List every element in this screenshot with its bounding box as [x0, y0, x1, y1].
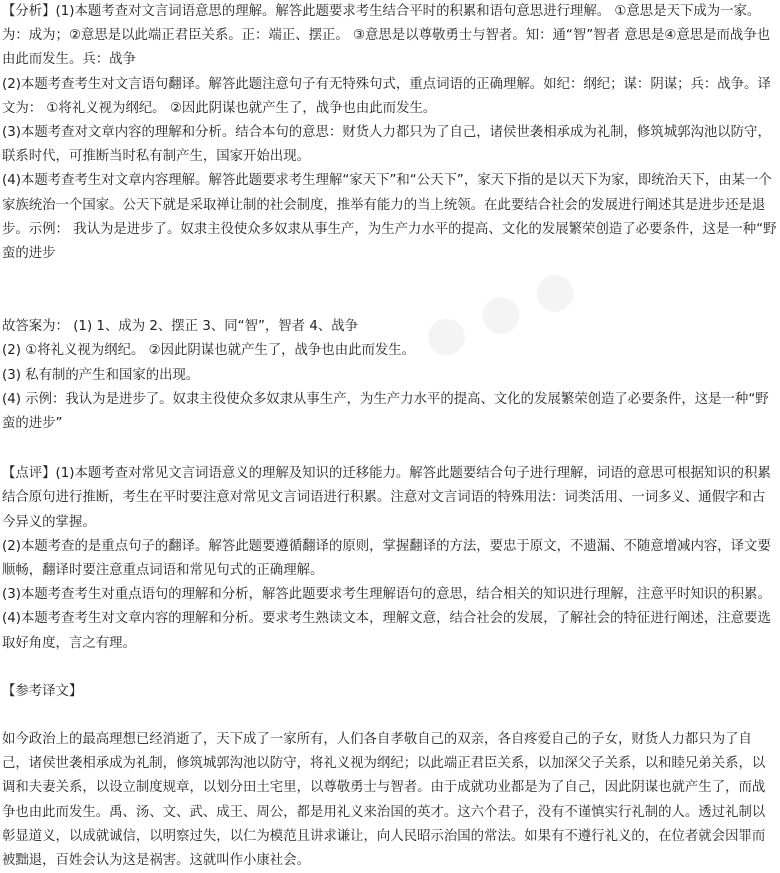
spacer [2, 436, 778, 462]
spacer [2, 266, 778, 315]
watermark: ● ● ● [415, 256, 584, 368]
analysis-paragraph-2: (2)本题考查考生对文言语句翻译。解答此题注意句子有无特殊句式，重点词语的正确理解。如纪：纲纪；谋：阴谋；兵：战争。译文为： ①将礼义视为纲纪。 ②因此阴谋也就产生了，战争也由此而发生。 [2, 76, 771, 116]
translation-body: 如今政治上的最高理想已经消逝了，天下成了一家所有，人们各自孝敬自己的双亲，各自疼爱自己的子女，财货人力都只为了自己，诸侯世袭相承成为礼制，修筑城郭沟池以防守，将礼义视为纲纪；以此端正君臣关系，以加深父子关系，以和睦兄弟关系，以调和夫妻关系，以设立制度规章，以划分田土宅里，以尊敬勇士与智者。由于成就功业都是为了自己，因此阴谋也就产生了，而战争也由此而发生。禹、汤、文、武、成王、周公，都是用礼义来治国的英才。这六个君子，没有不谨慎实行礼制的人。透过礼制以彰显道义，以成就诚信，以明察过失，以仁为模范且讲求谦让，向人民昭示治国的常法。如果有不遵行礼义的，在位者就会因罪而被黜退，百姓会认为这是祸害。这就叫作小康社会。 [2, 732, 766, 869]
analysis-section [2, 0, 778, 266]
analysis-paragraph-1: 【分析】(1)本题考查对文言词语意思的理解。解答此题要求考生结合平时的积累和语句意思进行理解。 ①意思是天下成为一家。 为：成为；②意思是以此端正君臣关系。正：端正、摆正。 ③意思是以尊敬勇士与智者。知：通“智”智者 意思是④意思是而战争也由此而发生。兵：战争 [2, 4, 771, 68]
answer-section [2, 315, 778, 436]
comment-paragraph-4: (4)本题考查考生对文章内容的理解和分析。要求考生熟读文本，理解文意，结合社会的发展，了解社会的特征进行阐述，注意要选取好角度，言之有理。 [2, 611, 771, 651]
translation-section [2, 680, 778, 873]
analysis-paragraph-3: (3)本题考查对文章内容的理解和分析。结合本句的意思：财货人力都只为了自己，诸侯世袭相承成为礼制，修筑城郭沟池以防守，联系时代，可推断当时私有制产生，国家开始出现。 [2, 125, 771, 165]
solution-document [2, 0, 778, 873]
comment-paragraph-1: 【点评】(1)本题考查对常见文言词语意义的理解及知识的迁移能力。解答此题要结合句子进行理解，词语的意思可根据知识的积累结合原句进行推断，考生在平时要注意对常见文言词语进行积累。注意对文言词语的特殊用法：词类活用、一词多义、通假字和古今异义的掌握。 [2, 466, 771, 530]
translation-heading: 【参考译文】 [2, 683, 83, 699]
answer-line-4: (4) 示例：我认为是进步了。奴隶主役使众多奴隶从事生产，为生产力水平的提高、文化的发展繁荣创造了必要条件，这是一种“野蛮的进步” [2, 391, 769, 432]
comment-paragraph-3: (3)本题考查考生对重点语句的理解和分析，解答此题要求考生理解语句的意思，结合相关的知识进行理解，注意平时知识的积累。 [2, 587, 771, 603]
spacer [2, 704, 778, 728]
answer-line-3: (3) 私有制的产生和国家的出现。 [2, 367, 200, 383]
comment-paragraph-2: (2)本题考查的是重点句子的翻译。解答此题要遵循翻译的原则，掌握翻译的方法，要忠于原文，不遗漏、不随意增减内容，译文要顺畅，翻译时要注意重点词语和常见句式的正确理解。 [2, 538, 771, 579]
spacer [2, 656, 778, 680]
comment-section [2, 462, 778, 656]
answer-line-2: (2) ①将礼义视为纲纪。 ②因此阴谋也就产生了，战争也由此而发生。 [2, 343, 416, 359]
analysis-paragraph-4: (4)本题考查考生对文章内容理解。解答此题要求考生理解“家天下”和“公天下”，家天下指的是以天下为家，即统治天下，由某一个家族统治一个国家。公天下就是采取禅让制的社会制度，推举有能力的当上统领。在此要结合社会的发展进行阐述其是进步还是退步。示例： 我认为是进步了。奴隶主役使众多奴隶从事生产，为生产力水平的提高、文化的发展繁荣创造了必要条件，这是一种“野蛮的进步 [2, 173, 777, 262]
answer-line-1: 故答案为： (1) 1、成为 2、摆正 3、同“智”，智者 4、战争 [2, 319, 359, 335]
